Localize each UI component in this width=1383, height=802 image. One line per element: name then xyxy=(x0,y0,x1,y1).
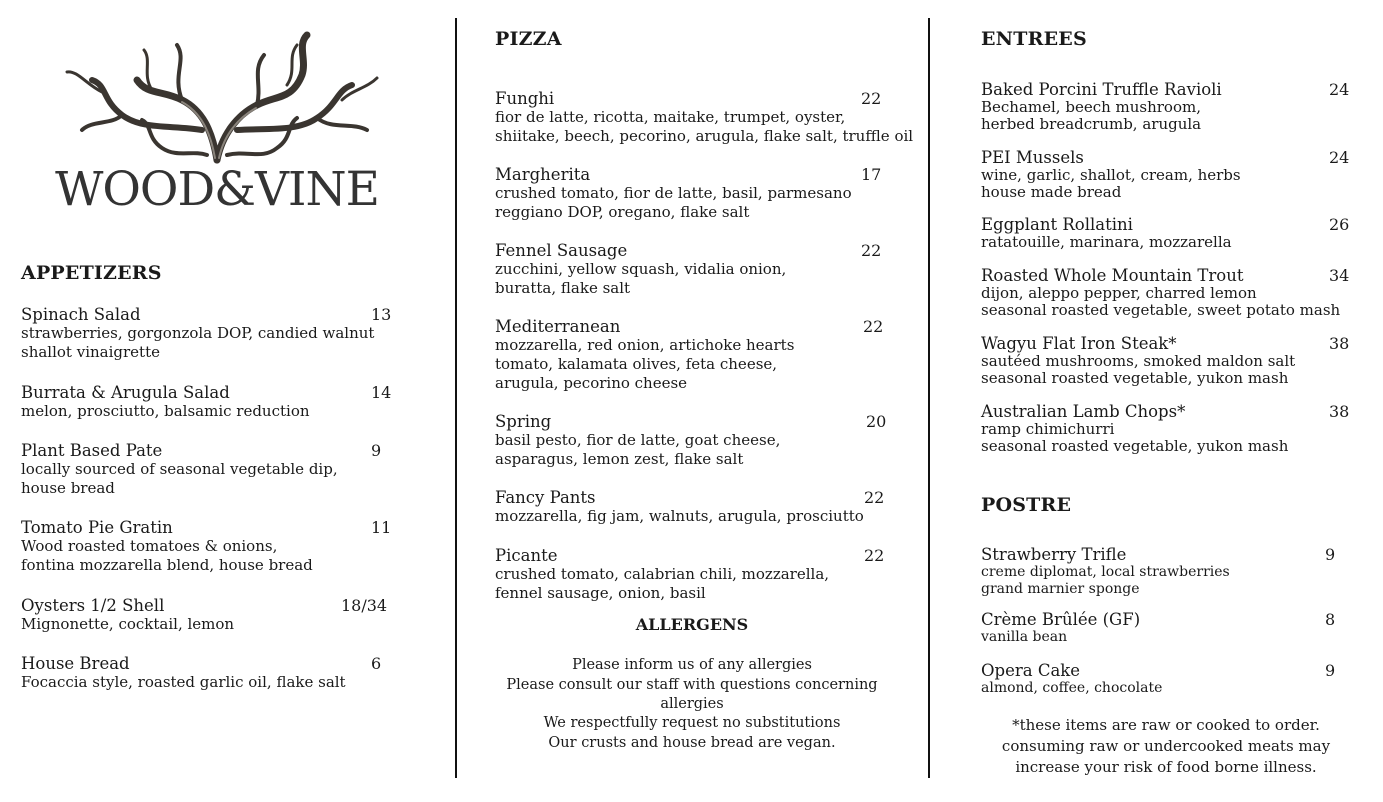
item-description-line: mozzarella, fig jam, walnuts, arugula, prosciutto xyxy=(495,507,864,525)
item-description-line: fennel sausage, onion, basil xyxy=(495,584,706,602)
item-description-line: shiitake, beech, pecorino, arugula, flake salt, truffle oil xyxy=(495,127,914,145)
allergens-line: Our crusts and house bread are vegan. xyxy=(548,734,836,751)
item-description-line: wine, garlic, shallot, cream, herbs xyxy=(981,166,1241,184)
item-price: 8 xyxy=(1325,610,1336,629)
item-description-line: melon, prosciutto, balsamic reduction xyxy=(21,402,310,420)
item-description-line: almond, coffee, chocolate xyxy=(981,680,1163,696)
allergens-line: Please inform us of any allergies xyxy=(572,657,812,673)
appetizers-menu-item xyxy=(21,305,391,362)
item-name: Roasted Whole Mountain Trout xyxy=(981,266,1244,285)
item-description-line: herbed breadcrumb, arugula xyxy=(981,114,1202,133)
item-name: Fennel Sausage xyxy=(495,241,628,260)
left-divider xyxy=(455,18,457,778)
appetizers-menu-item xyxy=(21,383,391,421)
pizza-menu-item xyxy=(495,412,895,469)
item-description-line: grand marnier sponge xyxy=(981,580,1140,597)
item-price: 22 xyxy=(861,241,882,260)
item-price: 38 xyxy=(1329,402,1350,421)
item-description-line: mozzarella, red onion, artichoke hearts xyxy=(495,336,795,354)
substitutions-info-block xyxy=(495,714,889,753)
allergens-info-block xyxy=(495,656,889,715)
item-name: Crème Brûlée (GF) xyxy=(981,610,1141,629)
item-price: 24 xyxy=(1329,148,1350,167)
item-description-line: seasonal roasted vegetable, yukon mash xyxy=(981,436,1289,455)
entrees-menu-item xyxy=(981,402,1351,454)
item-price: 22 xyxy=(864,488,885,507)
item-price: 20 xyxy=(866,412,887,431)
item-name: Picante xyxy=(495,546,558,565)
item-price: 11 xyxy=(371,518,392,537)
item-price: 9 xyxy=(1325,545,1336,564)
allergens-line: We respectfully request no substitutions xyxy=(543,715,841,731)
item-price: 13 xyxy=(371,305,392,324)
item-description-line: tomato, kalamata olives, feta cheese, xyxy=(495,355,778,373)
item-price: 22 xyxy=(861,89,882,108)
appetizers-menu-item xyxy=(21,441,391,498)
item-name: Plant Based Pate xyxy=(21,441,163,460)
entrees-menu-item xyxy=(981,80,1351,132)
postre-menu-item xyxy=(981,610,1351,646)
item-description-line: seasonal roasted vegetable, yukon mash xyxy=(981,368,1289,387)
pizza-menu-item xyxy=(495,165,895,222)
appetizers-menu-item xyxy=(21,654,391,692)
item-description-line: basil pesto, fior de latte, goat cheese, xyxy=(495,431,781,449)
appetizers-menu-item xyxy=(21,596,391,634)
item-name: Wagyu Flat Iron Steak* xyxy=(981,334,1177,353)
postre-menu-item xyxy=(981,661,1351,697)
item-price: 14 xyxy=(371,383,392,402)
item-description-line: shallot vinaigrette xyxy=(21,343,160,361)
item-price: 38 xyxy=(1329,334,1350,353)
item-price: 22 xyxy=(863,317,884,336)
item-name: Mediterranean xyxy=(495,317,621,336)
item-description-line: sautéed mushrooms, smoked maldon salt xyxy=(981,352,1296,370)
entrees-heading: ENTREES xyxy=(981,28,1087,50)
item-name: Baked Porcini Truffle Ravioli xyxy=(981,80,1222,99)
item-description-line: crushed tomato, fior de latte, basil, parmesano xyxy=(495,184,852,202)
item-name: Tomato Pie Gratin xyxy=(21,518,173,537)
item-description-line: dijon, aleppo pepper, charred lemon xyxy=(981,284,1257,302)
item-name: Strawberry Trifle xyxy=(981,545,1127,564)
item-description-line: zucchini, yellow squash, vidalia onion, xyxy=(495,260,787,278)
item-description-line: buratta, flake salt xyxy=(495,279,631,297)
pizza-menu-item xyxy=(495,546,895,603)
item-name: Funghi xyxy=(495,89,555,108)
item-description-line: locally sourced of seasonal vegetable dip, xyxy=(21,460,338,478)
appetizers-menu-item xyxy=(21,518,391,575)
item-description-line: vanilla bean xyxy=(981,629,1068,645)
item-name: Spinach Salad xyxy=(21,305,141,324)
item-description-line: Focaccia style, roasted garlic oil, flake salt xyxy=(21,673,346,691)
item-description-line: ratatouille, marinara, mozzarella xyxy=(981,233,1232,251)
postre-heading: POSTRE xyxy=(981,494,1072,516)
item-price: 22 xyxy=(864,546,885,565)
item-name: Fancy Pants xyxy=(495,488,596,507)
item-description-line: fontina mozzarella blend, house bread xyxy=(21,556,313,574)
item-description-line: ramp chimichurri xyxy=(981,420,1115,438)
item-description-line: fior de latte, ricotta, maitake, trumpet, oyster, xyxy=(495,108,846,126)
entrees-menu-item xyxy=(981,266,1351,318)
entrees-menu-item xyxy=(981,215,1351,251)
item-price: 24 xyxy=(1329,80,1350,99)
wood-and-vine-logo xyxy=(52,30,382,220)
item-price: 17 xyxy=(861,165,882,184)
item-description-line: seasonal roasted vegetable, sweet potato mash xyxy=(981,300,1341,319)
item-name: Opera Cake xyxy=(981,661,1081,680)
entrees-menu-item xyxy=(981,148,1351,200)
warning-line: *these items are raw or cooked to order. xyxy=(1012,716,1320,734)
item-name: Burrata & Arugula Salad xyxy=(21,383,230,402)
item-description-line: creme diplomat, local strawberries xyxy=(981,564,1230,580)
item-name: Eggplant Rollatini xyxy=(981,215,1133,234)
pizza-menu-item xyxy=(495,488,895,526)
item-description-line: Wood roasted tomatoes & onions, xyxy=(21,537,278,555)
item-name: Australian Lamb Chops* xyxy=(981,402,1186,421)
item-description-line: crushed tomato, calabrian chili, mozzarella, xyxy=(495,565,830,583)
item-description-line: asparagus, lemon zest, flake salt xyxy=(495,450,744,468)
item-description-line: house made bread xyxy=(981,182,1122,201)
item-price: 34 xyxy=(1329,266,1350,285)
entrees-menu-item xyxy=(981,334,1351,386)
appetizers-heading: APPETIZERS xyxy=(21,262,162,284)
item-name: House Bread xyxy=(21,654,130,673)
item-price: 9 xyxy=(1325,661,1336,680)
item-price: 26 xyxy=(1329,215,1350,234)
item-name: PEI Mussels xyxy=(981,148,1084,167)
pizza-menu-item xyxy=(495,89,914,146)
item-price: 6 xyxy=(371,654,382,673)
right-divider xyxy=(928,18,930,778)
item-description-line: arugula, pecorino cheese xyxy=(495,374,688,392)
item-description-line: Mignonette, cocktail, lemon xyxy=(21,615,235,633)
item-name: Oysters 1/2 Shell xyxy=(21,596,165,615)
item-description-line: Bechamel, beech mushroom, xyxy=(981,98,1201,116)
item-name: Margherita xyxy=(495,165,591,184)
item-price: 9 xyxy=(371,441,382,460)
postre-menu-item xyxy=(981,545,1351,597)
allergens-line: Please consult our staff with questions concerning allergies xyxy=(506,676,878,712)
raw-food-warning xyxy=(981,715,1351,778)
pizza-menu-item xyxy=(495,317,895,393)
item-description-line: reggiano DOP, oregano, flake salt xyxy=(495,203,750,221)
warning-line: consuming raw or undercooked meats may xyxy=(1001,737,1331,755)
item-name: Spring xyxy=(495,412,552,431)
item-price: 18/34 xyxy=(341,596,388,615)
item-description-line: house bread xyxy=(21,479,115,497)
pizza-menu-item xyxy=(495,241,895,298)
pizza-heading: PIZZA xyxy=(495,28,562,50)
warning-line: increase your risk of food borne illness. xyxy=(1015,758,1317,776)
allergens-heading: ALLERGENS xyxy=(635,615,749,634)
logo-wordmark: WOOD&VINE xyxy=(55,162,379,217)
item-description-line: strawberries, gorgonzola DOP, candied walnut xyxy=(21,324,375,342)
